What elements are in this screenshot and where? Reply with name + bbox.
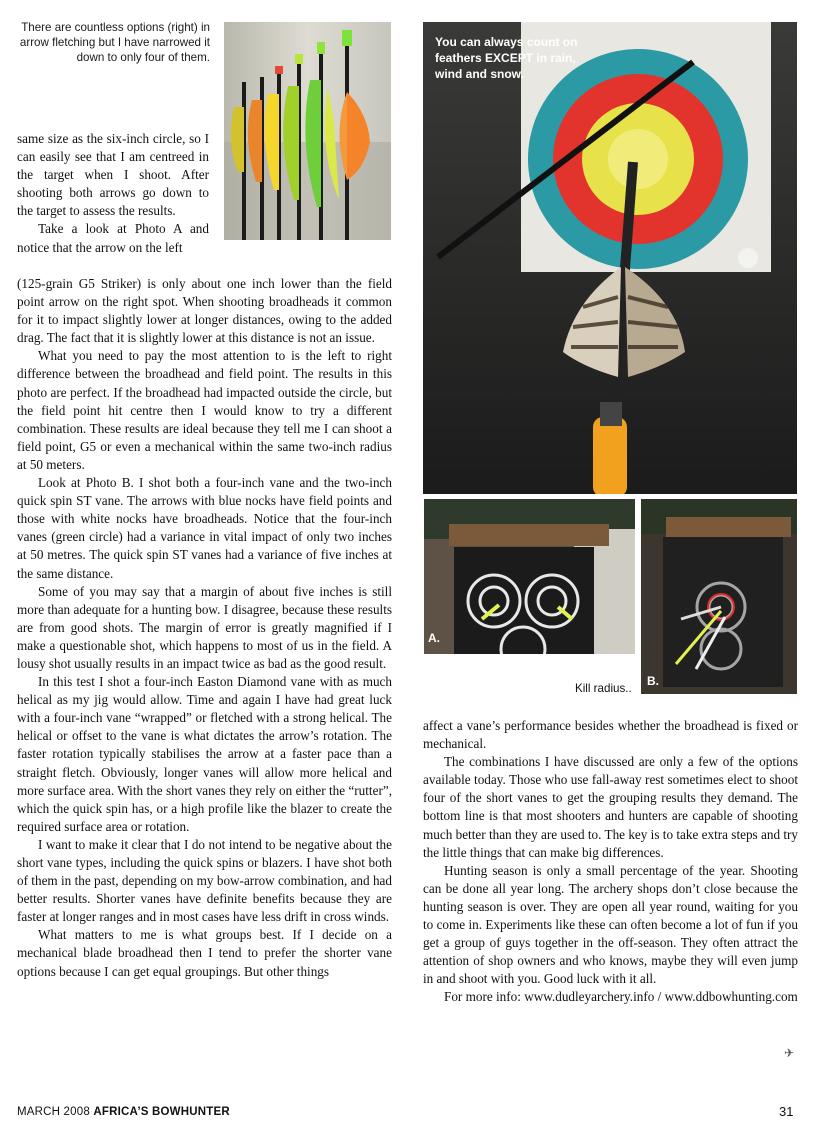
article-column-left	[17, 275, 392, 981]
paragraph: The combinations I have discussed are only a few of the options available today. Those who use fall-away rest sometimes elect to shoot four of the short vanes to get the grouping results they demand. The bottom line is that most shooters and hunters are capable of shooting much better than they are used to. The key is to take extra steps and try the little things that can make big differences.	[423, 754, 798, 860]
paragraph: same size as the six-inch circle, so I can easily see that I am centreed in the target when I shoot. After shooting both arrows go down to the target to assess the results.	[17, 131, 209, 219]
paragraph: (125-grain G5 Striker) is only about one inch lower than the field point arrow on the right spot. When shooting broadheads it common for it to impact slightly lower at longer distances, owing to the added drag. The fact that it is slightly lower at this distance is not an issue.	[17, 276, 392, 346]
photo-arrow-fletchings	[224, 22, 391, 240]
photo-caption-fletching: There are countless options (right) in arrow fletching but I have narrowed it down to only four of them.	[19, 21, 210, 64]
paragraph: affect a vane’s performance besides whether the broadhead is fixed or mechanical.	[423, 718, 798, 752]
photo-a-target-block	[424, 499, 635, 654]
footer-issue	[17, 1106, 230, 1118]
footer-magazine-name: AFRICA’S BOWHUNTER	[93, 1106, 230, 1118]
end-of-article-icon: ✈	[784, 1046, 795, 1060]
photo-target-feather-arrow	[423, 22, 797, 494]
paragraph: What you need to pay the most attention to is the left to right difference between the broadhead and field point. The results in this photo are perfect. If the broadhead had impacted outside the circle, but the field point hit centre then I would know to try a different combination. These results are ideal because they tell me I can shoot a field point, G5 or even a mechanical within the same two-inch radius at 50 meters.	[17, 348, 392, 472]
footer-date: MARCH 2008	[17, 1106, 90, 1118]
kill-radius-caption: Kill radius..	[575, 682, 632, 695]
target-photo-caption: You can always count on feathers EXCEPT in rain, wind and snow.	[435, 35, 578, 81]
article-column-right	[423, 717, 798, 1007]
paragraph: Look at Photo B. I shot both a four-inch vane and the two-inch quick spin ST vane. The arrows with blue nocks have field points and those with white nocks have broadheads. Notice that the four-inch vanes (green circle) had a variance in vital impact of only two inches at 50 metres. The quick spin ST vanes had a variance of five inches at the same distance.	[17, 475, 392, 581]
photo-b-label: B.	[647, 674, 659, 688]
page-number: 31	[779, 1104, 794, 1119]
photo-a-label: A.	[428, 631, 440, 645]
photo-b-target-block	[641, 499, 797, 694]
paragraph: What matters to me is what groups best. If I decide on a mechanical blade broadhead then I tend to prefer the shorter vane options because I can get equal groupings. But other things	[17, 927, 392, 979]
paragraph: Hunting season is only a small percentage of the year. Shooting can be done all year long. The archery shops don’t close because the hunting season is over. They are open all year round, waiting for you to come in. Experiments like these can often become a lot of fun if you get a group of guys together in the off-season. They often attract the attention of shop owners and who knows, maybe they will even jump in and shoot with you. Good luck with it all.	[423, 862, 798, 987]
paragraph: Take a look at Photo A and notice that the arrow on the left	[17, 221, 209, 255]
paragraph: Some of you may say that a margin of about five inches is still more than adequate for a hunting bow. I disagree, because these results are from good shots. The margin of error is greatly magnified if I make a questionable shot, which happens to most of us in the field. A lousy shot usually results in an impact twice as bad as the good result.	[17, 583, 392, 671]
paragraph: In this test I shot a four-inch Easton Diamond vane with as much helical as my jig would allow. Time and again I have had great luck with a four-inch vane “wrapped” or fletched with a strong helical. The helical or offset to the vane is what dictates the arrow’s rotation. The faster rotation typically stabilises the arrow at a faster pace than a straight fletch. Obviously, longer vanes will allow more helical and more surface area. With the short vanes they rely on either the “rutter”, which the quick spin has, or a high profile like the blazer to create the required surface area or rotation.	[17, 674, 392, 834]
paragraph: For more info: www.dudleyarchery.info / www.ddbowhunting.com	[444, 989, 798, 1005]
article-column-upper-left	[17, 130, 209, 257]
paragraph: I want to make it clear that I do not intend to be negative about the short vane types, including the quick spins or blazers. I have shot both of them in the past, depending on my bow-arrow combination, and had better results. Shorter vanes have definite benefits because they are faster at longer ranges and in most cases have less drift in cross winds.	[17, 836, 392, 925]
